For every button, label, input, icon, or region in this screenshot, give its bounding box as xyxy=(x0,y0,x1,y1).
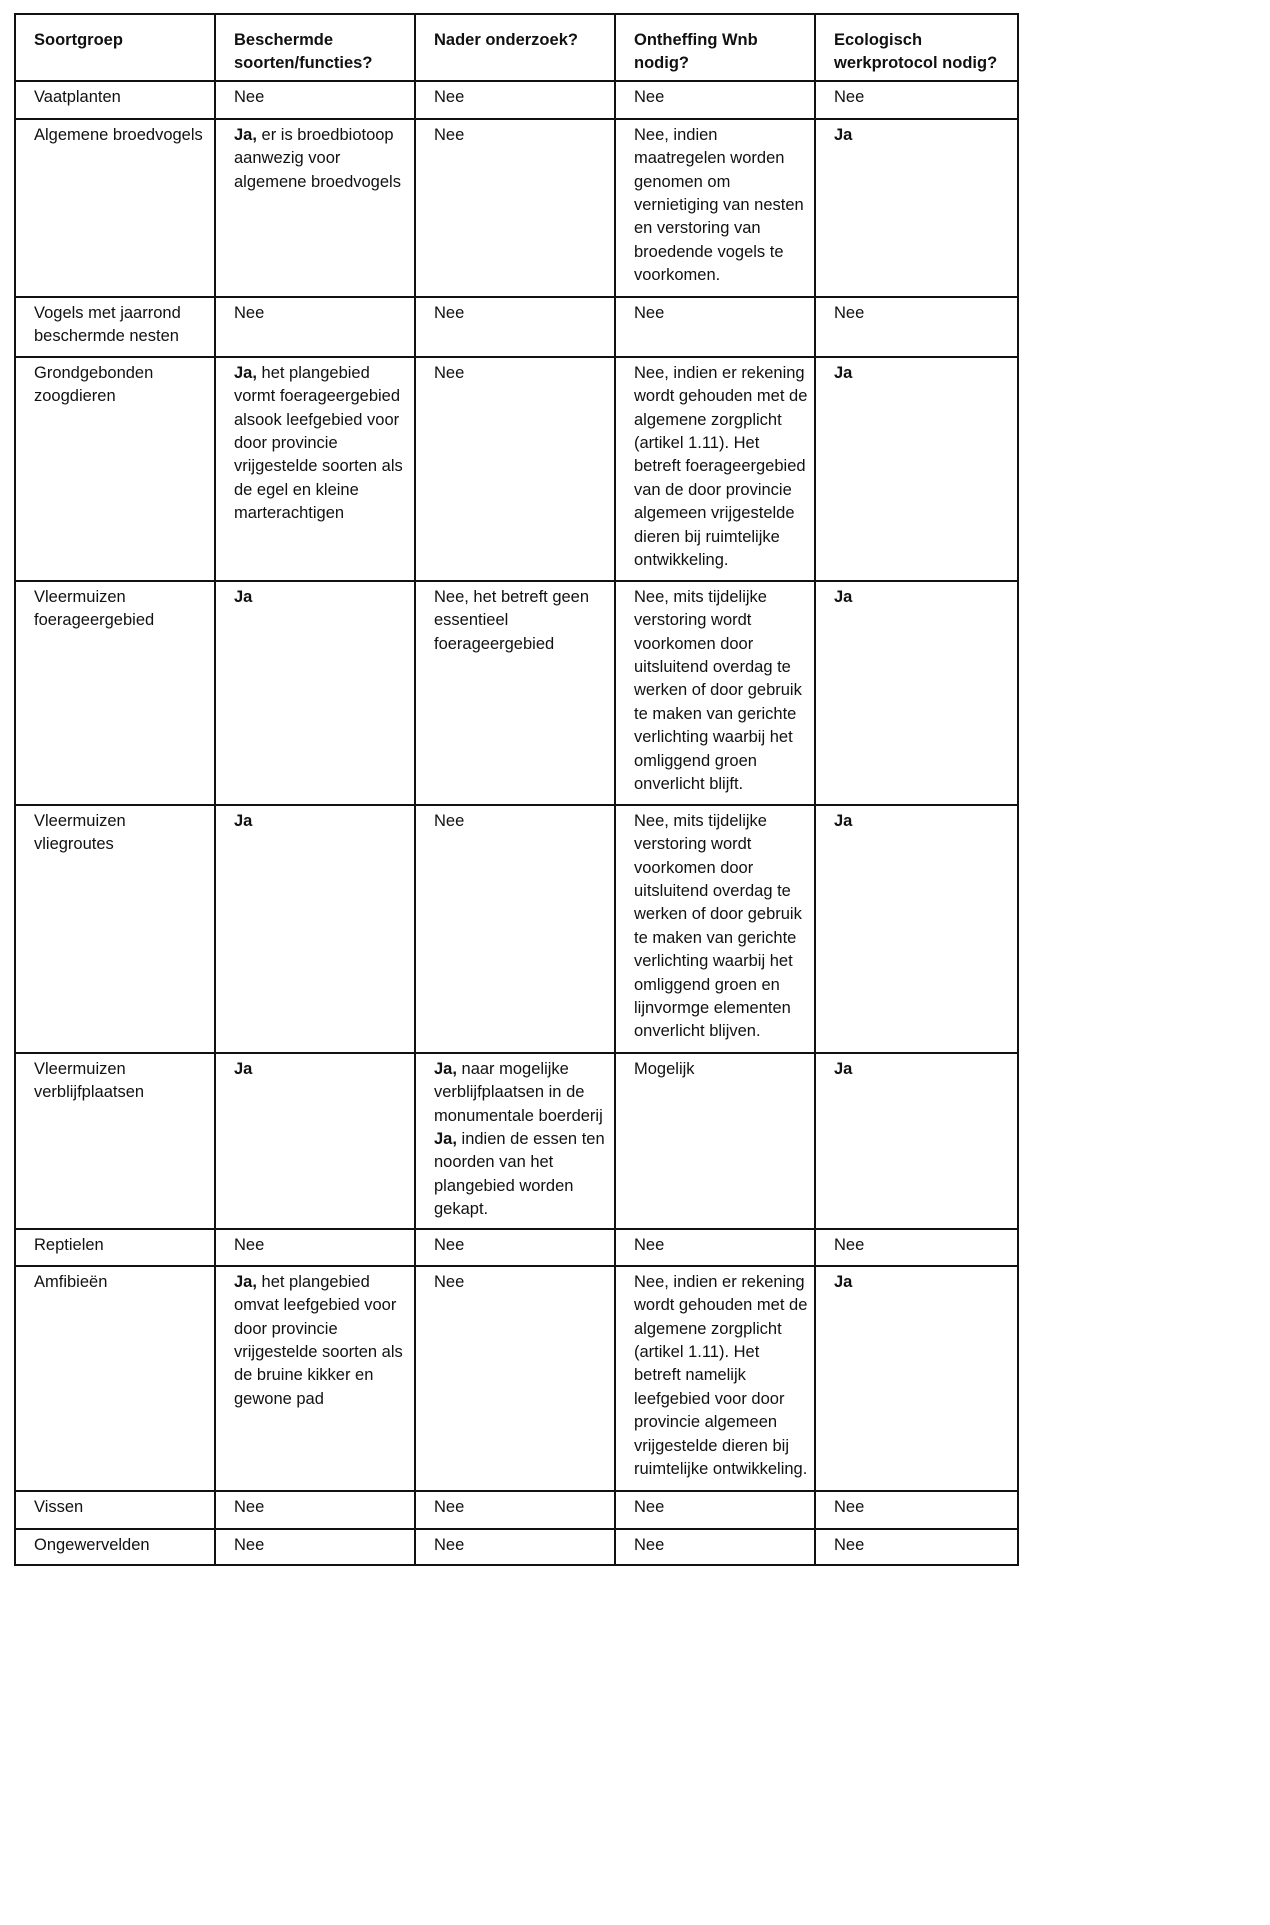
protected-cell xyxy=(215,1266,415,1491)
header-ontheffing-wnb: Ontheffing Wnb nodig? xyxy=(615,14,815,81)
research-text: Nee xyxy=(434,1497,465,1516)
protocol-cell xyxy=(815,297,1018,357)
exemption-cell: Nee, indien er rekening wordt gehouden met de algemene zorgplicht (artikel 1.11). Het betreft namelijk leefgebied voor door provincie algemeen vrijgestelde dieren bij ruimtelijke ontwikkeling. xyxy=(615,1266,815,1491)
exemption-cell: Nee, indien maatregelen worden genomen om vernietiging van nesten en verstoring van broedende vogels te voorkomen. xyxy=(615,119,815,297)
protected-cell xyxy=(215,357,415,581)
research-cell xyxy=(415,1491,615,1529)
protocol-lead: Ja xyxy=(834,363,853,382)
exemption-cell: Nee xyxy=(615,1529,815,1565)
exemption-cell: Nee xyxy=(615,81,815,119)
research-lead-2: Ja, xyxy=(434,1130,457,1149)
header-nader-onderzoek: Nader onderzoek? xyxy=(415,14,615,81)
table-row xyxy=(15,1266,1018,1491)
species-cell: Grondgebonden zoogdieren xyxy=(15,357,215,581)
exemption-cell: Nee, indien er rekening wordt gehouden met de algemene zorgplicht (artikel 1.11). Het betreft foerageergebied van de door provincie algemeen vrijgestelde dieren bij ruimtelijke ontwikkeling. xyxy=(615,357,815,581)
protected-text: het plangebied vormt foerageergebied alsook leefgebied voor door provincie vrijgestelde soorten als de egel en kleine marterachtigen xyxy=(234,363,403,523)
protected-cell xyxy=(215,1529,415,1565)
protected-text: er is broedbiotoop aanwezig voor algemene broedvogels xyxy=(234,125,401,191)
header-soortgroep: Soortgroep xyxy=(15,14,215,81)
protocol-cell xyxy=(815,1529,1018,1565)
protected-text: Nee xyxy=(234,1235,265,1254)
protected-cell xyxy=(215,1053,415,1229)
exemption-cell: Nee, mits tijdelijke verstoring wordt voorkomen door uitsluitend overdag te werken of door gebruik te maken van gerichte verlichting waarbij het omliggend groen en lijnvormge elementen onverlicht blijven. xyxy=(615,805,815,1053)
table-row xyxy=(15,805,1018,1053)
research-lead: Ja, xyxy=(434,1059,457,1078)
research-cell xyxy=(415,357,615,581)
table-header-row xyxy=(15,14,1018,81)
protocol-cell xyxy=(815,1266,1018,1491)
protected-lead: Ja, xyxy=(234,1272,257,1291)
table-row xyxy=(15,1229,1018,1266)
protocol-text: Nee xyxy=(834,303,865,322)
protected-lead: Ja xyxy=(234,1059,253,1078)
species-cell: Reptielen xyxy=(15,1229,215,1266)
research-text: Nee xyxy=(434,87,465,106)
research-text: Nee xyxy=(434,303,465,322)
protected-cell xyxy=(215,1491,415,1529)
research-text: Nee xyxy=(434,811,465,830)
protected-text: Nee xyxy=(234,1497,265,1516)
species-cell: Amfibieën xyxy=(15,1266,215,1491)
table-row xyxy=(15,1529,1018,1565)
protected-lead: Ja, xyxy=(234,125,257,144)
protocol-cell xyxy=(815,581,1018,805)
species-cell: Vaatplanten xyxy=(15,81,215,119)
table-row xyxy=(15,1053,1018,1229)
research-cell xyxy=(415,81,615,119)
protected-text: Nee xyxy=(234,1535,265,1554)
protocol-cell xyxy=(815,81,1018,119)
header-beschermde-soorten: Beschermde soorten/functies? xyxy=(215,14,415,81)
protocol-text: Nee xyxy=(834,1497,865,1516)
protocol-text: Nee xyxy=(834,87,865,106)
protocol-cell xyxy=(815,119,1018,297)
protected-cell xyxy=(215,119,415,297)
species-cell: Vogels met jaarrond beschermde nesten xyxy=(15,297,215,357)
species-cell: Vleermuizen vliegroutes xyxy=(15,805,215,1053)
research-cell xyxy=(415,1229,615,1266)
protected-text: het plangebied omvat leefgebied voor door provincie vrijgestelde soorten als de bruine kikker en gewone pad xyxy=(234,1272,403,1408)
exemption-cell: Nee, mits tijdelijke verstoring wordt voorkomen door uitsluitend overdag te werken of door gebruik te maken van gerichte verlichting waarbij het omliggend groen onverlicht blijft. xyxy=(615,581,815,805)
research-text: Nee, het betreft geen essentieel foerageergebied xyxy=(434,587,590,653)
protocol-cell xyxy=(815,1229,1018,1266)
species-cell: Algemene broedvogels xyxy=(15,119,215,297)
protected-cell xyxy=(215,805,415,1053)
table-row xyxy=(15,119,1018,297)
table-row xyxy=(15,1491,1018,1529)
protected-text: Nee xyxy=(234,303,265,322)
table-row xyxy=(15,81,1018,119)
table-row xyxy=(15,357,1018,581)
protected-cell xyxy=(215,81,415,119)
table-body xyxy=(15,81,1018,1565)
exemption-cell: Nee xyxy=(615,1229,815,1266)
species-cell: Vleermuizen verblijfplaatsen xyxy=(15,1053,215,1229)
research-cell xyxy=(415,297,615,357)
protocol-cell xyxy=(815,1053,1018,1229)
protocol-lead: Ja xyxy=(834,1272,853,1291)
research-text: Nee xyxy=(434,125,465,144)
protocol-lead: Ja xyxy=(834,587,853,606)
protected-lead: Ja xyxy=(234,587,253,606)
table-row xyxy=(15,581,1018,805)
research-cell xyxy=(415,581,615,805)
protected-lead: Ja xyxy=(234,811,253,830)
research-text: naar mogelijke verblijfplaatsen in de monumentale boerderij xyxy=(434,1059,603,1125)
species-cell: Vleermuizen foerageergebied xyxy=(15,581,215,805)
research-text: Nee xyxy=(434,1235,465,1254)
protected-lead: Ja, xyxy=(234,363,257,382)
species-assessment-table xyxy=(14,13,1019,1566)
exemption-cell: Nee xyxy=(615,1491,815,1529)
protocol-cell xyxy=(815,1491,1018,1529)
research-text: Nee xyxy=(434,1272,465,1291)
species-cell: Vissen xyxy=(15,1491,215,1529)
protocol-cell xyxy=(815,357,1018,581)
research-cell xyxy=(415,1529,615,1565)
research-text: Nee xyxy=(434,363,465,382)
research-text: Nee xyxy=(434,1535,465,1554)
protocol-cell xyxy=(815,805,1018,1053)
protocol-text: Nee xyxy=(834,1235,865,1254)
protected-cell xyxy=(215,581,415,805)
table-row xyxy=(15,297,1018,357)
research-cell xyxy=(415,805,615,1053)
protocol-lead: Ja xyxy=(834,811,853,830)
research-text-2: indien de essen ten noorden van het plangebied worden gekapt. xyxy=(434,1130,605,1219)
header-ecologisch-werkprotocol: Ecologisch werkprotocol nodig? xyxy=(815,14,1018,81)
protocol-lead: Ja xyxy=(834,1059,853,1078)
protected-cell xyxy=(215,297,415,357)
protected-text: Nee xyxy=(234,87,265,106)
protocol-text: Nee xyxy=(834,1535,865,1554)
research-cell xyxy=(415,1053,615,1229)
exemption-cell: Mogelijk xyxy=(615,1053,815,1229)
protocol-lead: Ja xyxy=(834,125,853,144)
research-cell xyxy=(415,119,615,297)
exemption-cell: Nee xyxy=(615,297,815,357)
protected-cell xyxy=(215,1229,415,1266)
species-cell: Ongewervelden xyxy=(15,1529,215,1565)
research-cell xyxy=(415,1266,615,1491)
